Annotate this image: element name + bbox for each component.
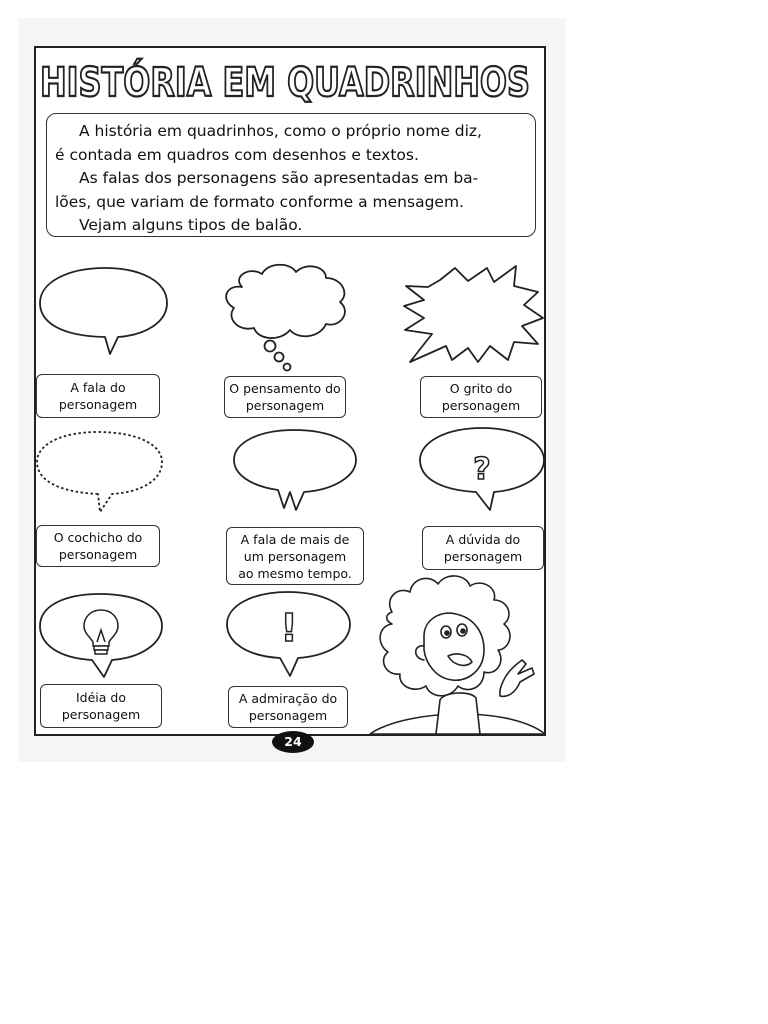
group-speech-balloon <box>234 430 356 510</box>
intro-line: As falas dos personagens são apresentadas em ba- <box>79 169 479 187</box>
thought-bubble-dot <box>284 364 291 371</box>
intro-line: lões, que variam de formato conforme a mensagem. <box>55 192 464 211</box>
label-idea: Idéia do personagem <box>40 684 162 728</box>
intro-line: é contada em quadros com desenhos e textos. <box>55 145 419 164</box>
label-admiration: A admiração do personagem <box>228 686 348 728</box>
thought-bubble-dot <box>265 341 276 352</box>
intro-line: A história em quadrinhos, como o próprio nome diz, <box>79 122 482 140</box>
question-symbol: ? <box>473 452 491 487</box>
pupil-right <box>461 629 465 633</box>
label-thought: O pensamento do personagem <box>224 376 346 418</box>
body <box>436 693 480 734</box>
page-number: 24 <box>272 731 314 753</box>
raised-hand <box>500 660 534 696</box>
label-group-speech: A fala de mais de um personagem ao mesmo tempo. <box>226 527 364 585</box>
label-speech: A fala do personagem <box>36 374 160 418</box>
title-part-2: QUADRINHOS <box>287 60 592 106</box>
label-doubt: A dúvida do personagem <box>422 526 544 570</box>
pupil-left <box>445 631 449 635</box>
title-part-1: HISTÓRIA EM <box>40 60 351 106</box>
thought-balloon <box>226 265 345 338</box>
thought-bubble-dot <box>275 353 284 362</box>
shout-balloon <box>404 266 543 362</box>
girl-character-illustration <box>370 576 545 734</box>
exclamation-mark-icon <box>280 606 297 650</box>
whisper-balloon <box>37 432 162 512</box>
intro-line: Vejam alguns tipos de balão. <box>79 216 303 234</box>
exclamation-symbol: ! <box>280 606 298 650</box>
speech-balloon <box>40 268 167 354</box>
label-whisper: O cochicho do personagem <box>36 525 160 567</box>
question-mark-icon <box>473 452 490 487</box>
label-shout: O grito do personagem <box>420 376 542 418</box>
